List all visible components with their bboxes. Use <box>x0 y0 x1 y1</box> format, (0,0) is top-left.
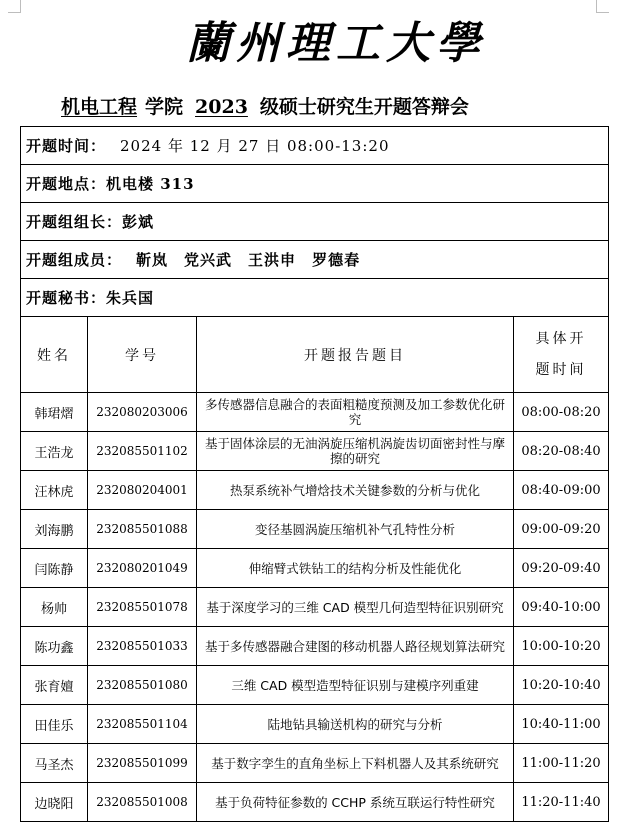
cell-name: 陈功鑫 <box>21 627 88 666</box>
cell-topic: 基于数字孪生的直角坐标上下料机器人及其系统研究 <box>197 744 514 783</box>
cell-topic: 多传感器信息融合的表面粗糙度预测及加工参数优化研究 <box>197 393 514 432</box>
table-row <box>21 588 609 627</box>
cell-time: 08:00-08:20 <box>514 393 609 432</box>
leader-label: 开题组组长： <box>26 213 123 231</box>
cell-name: 杨帅 <box>21 588 88 627</box>
cell-time: 10:40-11:00 <box>514 705 609 744</box>
cell-topic: 陆地钻具输送机构的研究与分析 <box>197 705 514 744</box>
table-row <box>21 666 609 705</box>
table-row <box>21 393 609 432</box>
secretary-label: 开题秘书： <box>26 289 107 307</box>
cell-topic: 伸缩臂式铁钻工的结构分析及性能优化 <box>197 549 514 588</box>
title-year-underlined <box>183 96 260 118</box>
cell-time: 09:20-09:40 <box>514 549 609 588</box>
table-row <box>21 744 609 783</box>
cell-name: 张育嬗 <box>21 666 88 705</box>
cell-name: 田佳乐 <box>21 705 88 744</box>
table-row <box>21 471 609 510</box>
cell-time: 09:40-10:00 <box>514 588 609 627</box>
table-row <box>21 549 609 588</box>
title-year: 2023 <box>195 96 248 118</box>
member-name: 靳岚 <box>136 251 169 269</box>
table-header-row <box>21 317 609 393</box>
table-row <box>21 783 609 822</box>
info-row-location <box>21 165 609 203</box>
cell-student-id: 232085501008 <box>88 783 197 822</box>
table-row <box>21 627 609 666</box>
member-name: 王洪申 <box>248 251 297 269</box>
university-logo: 蘭州理工大學 <box>186 18 486 69</box>
cell-student-id: 232080203006 <box>88 393 197 432</box>
cell-student-id: 232085501104 <box>88 705 197 744</box>
cell-time: 10:00-10:20 <box>514 627 609 666</box>
header-time <box>514 317 609 393</box>
cell-name: 闫陈静 <box>21 549 88 588</box>
title-suffix: 级硕士研究生开题答辩会 <box>259 96 469 118</box>
info-row-members <box>21 241 609 279</box>
members-label: 开题组成员： <box>26 251 123 269</box>
header-topic: 开题报告题目 <box>197 317 514 393</box>
cell-topic: 基于负荷特征参数的 CCHP 系统互联运行特性研究 <box>197 783 514 822</box>
time-label: 开题时间： <box>26 137 107 155</box>
page-title <box>47 93 607 121</box>
leader-value: 彭斌 <box>122 213 155 231</box>
page-corner-mark-left <box>8 0 21 13</box>
member-name: 罗德春 <box>312 251 361 269</box>
header-time-line1: 具体开 <box>535 330 587 347</box>
cell-topic: 基于多传感器融合建图的移动机器人路径规划算法研究 <box>197 627 514 666</box>
header-time-line2: 题时间 <box>535 361 587 378</box>
cell-student-id: 232080201049 <box>88 549 197 588</box>
defense-schedule-table <box>20 126 609 822</box>
cell-time: 10:20-10:40 <box>514 666 609 705</box>
schedule-rows <box>21 393 609 822</box>
cell-topic: 热泵系统补气增焓技术关键参数的分析与优化 <box>197 471 514 510</box>
cell-name: 王浩龙 <box>21 432 88 471</box>
header-student-id: 学号 <box>88 317 197 393</box>
cell-time: 11:20-11:40 <box>514 783 609 822</box>
cell-student-id: 232085501033 <box>88 627 197 666</box>
table-row <box>21 432 609 471</box>
info-row-secretary <box>21 279 609 317</box>
cell-name: 边晓阳 <box>21 783 88 822</box>
cell-student-id: 232085501078 <box>88 588 197 627</box>
table-row <box>21 510 609 549</box>
cell-time: 09:00-09:20 <box>514 510 609 549</box>
cell-topic: 变径基圆涡旋压缩机补气孔特性分析 <box>197 510 514 549</box>
cell-name: 马圣杰 <box>21 744 88 783</box>
info-row-time <box>21 127 609 165</box>
page-corner-mark-right <box>596 0 609 13</box>
cell-student-id: 232085501099 <box>88 744 197 783</box>
table-row <box>21 705 609 744</box>
cell-name: 汪林虎 <box>21 471 88 510</box>
cell-student-id: 232085501088 <box>88 510 197 549</box>
info-row-leader <box>21 203 609 241</box>
header-name: 姓名 <box>21 317 88 393</box>
title-college-underlined <box>47 96 145 118</box>
cell-time: 08:40-09:00 <box>514 471 609 510</box>
cell-topic: 三维 CAD 模型造型特征识别与建模序列重建 <box>197 666 514 705</box>
cell-time: 08:20-08:40 <box>514 432 609 471</box>
time-value: 2024 年 12 月 27 日 08:00-13:20 <box>120 137 390 155</box>
title-college: 机电工程 <box>61 96 138 118</box>
cell-name: 刘海鹏 <box>21 510 88 549</box>
location-value: 机电楼 313 <box>106 175 195 193</box>
cell-time: 11:00-11:20 <box>514 744 609 783</box>
member-name: 党兴武 <box>184 251 233 269</box>
cell-topic: 基于固体涂层的无油涡旋压缩机涡旋齿切面密封性与摩擦的研究 <box>197 432 514 471</box>
cell-name: 韩珺熠 <box>21 393 88 432</box>
location-label: 开题地点： <box>26 175 107 193</box>
cell-student-id: 232080204001 <box>88 471 197 510</box>
cell-student-id: 232085501102 <box>88 432 197 471</box>
title-college-suffix: 学院 <box>145 96 184 118</box>
cell-student-id: 232085501080 <box>88 666 197 705</box>
cell-topic: 基于深度学习的三维 CAD 模型几何造型特征识别研究 <box>197 588 514 627</box>
secretary-value: 朱兵国 <box>106 289 155 307</box>
